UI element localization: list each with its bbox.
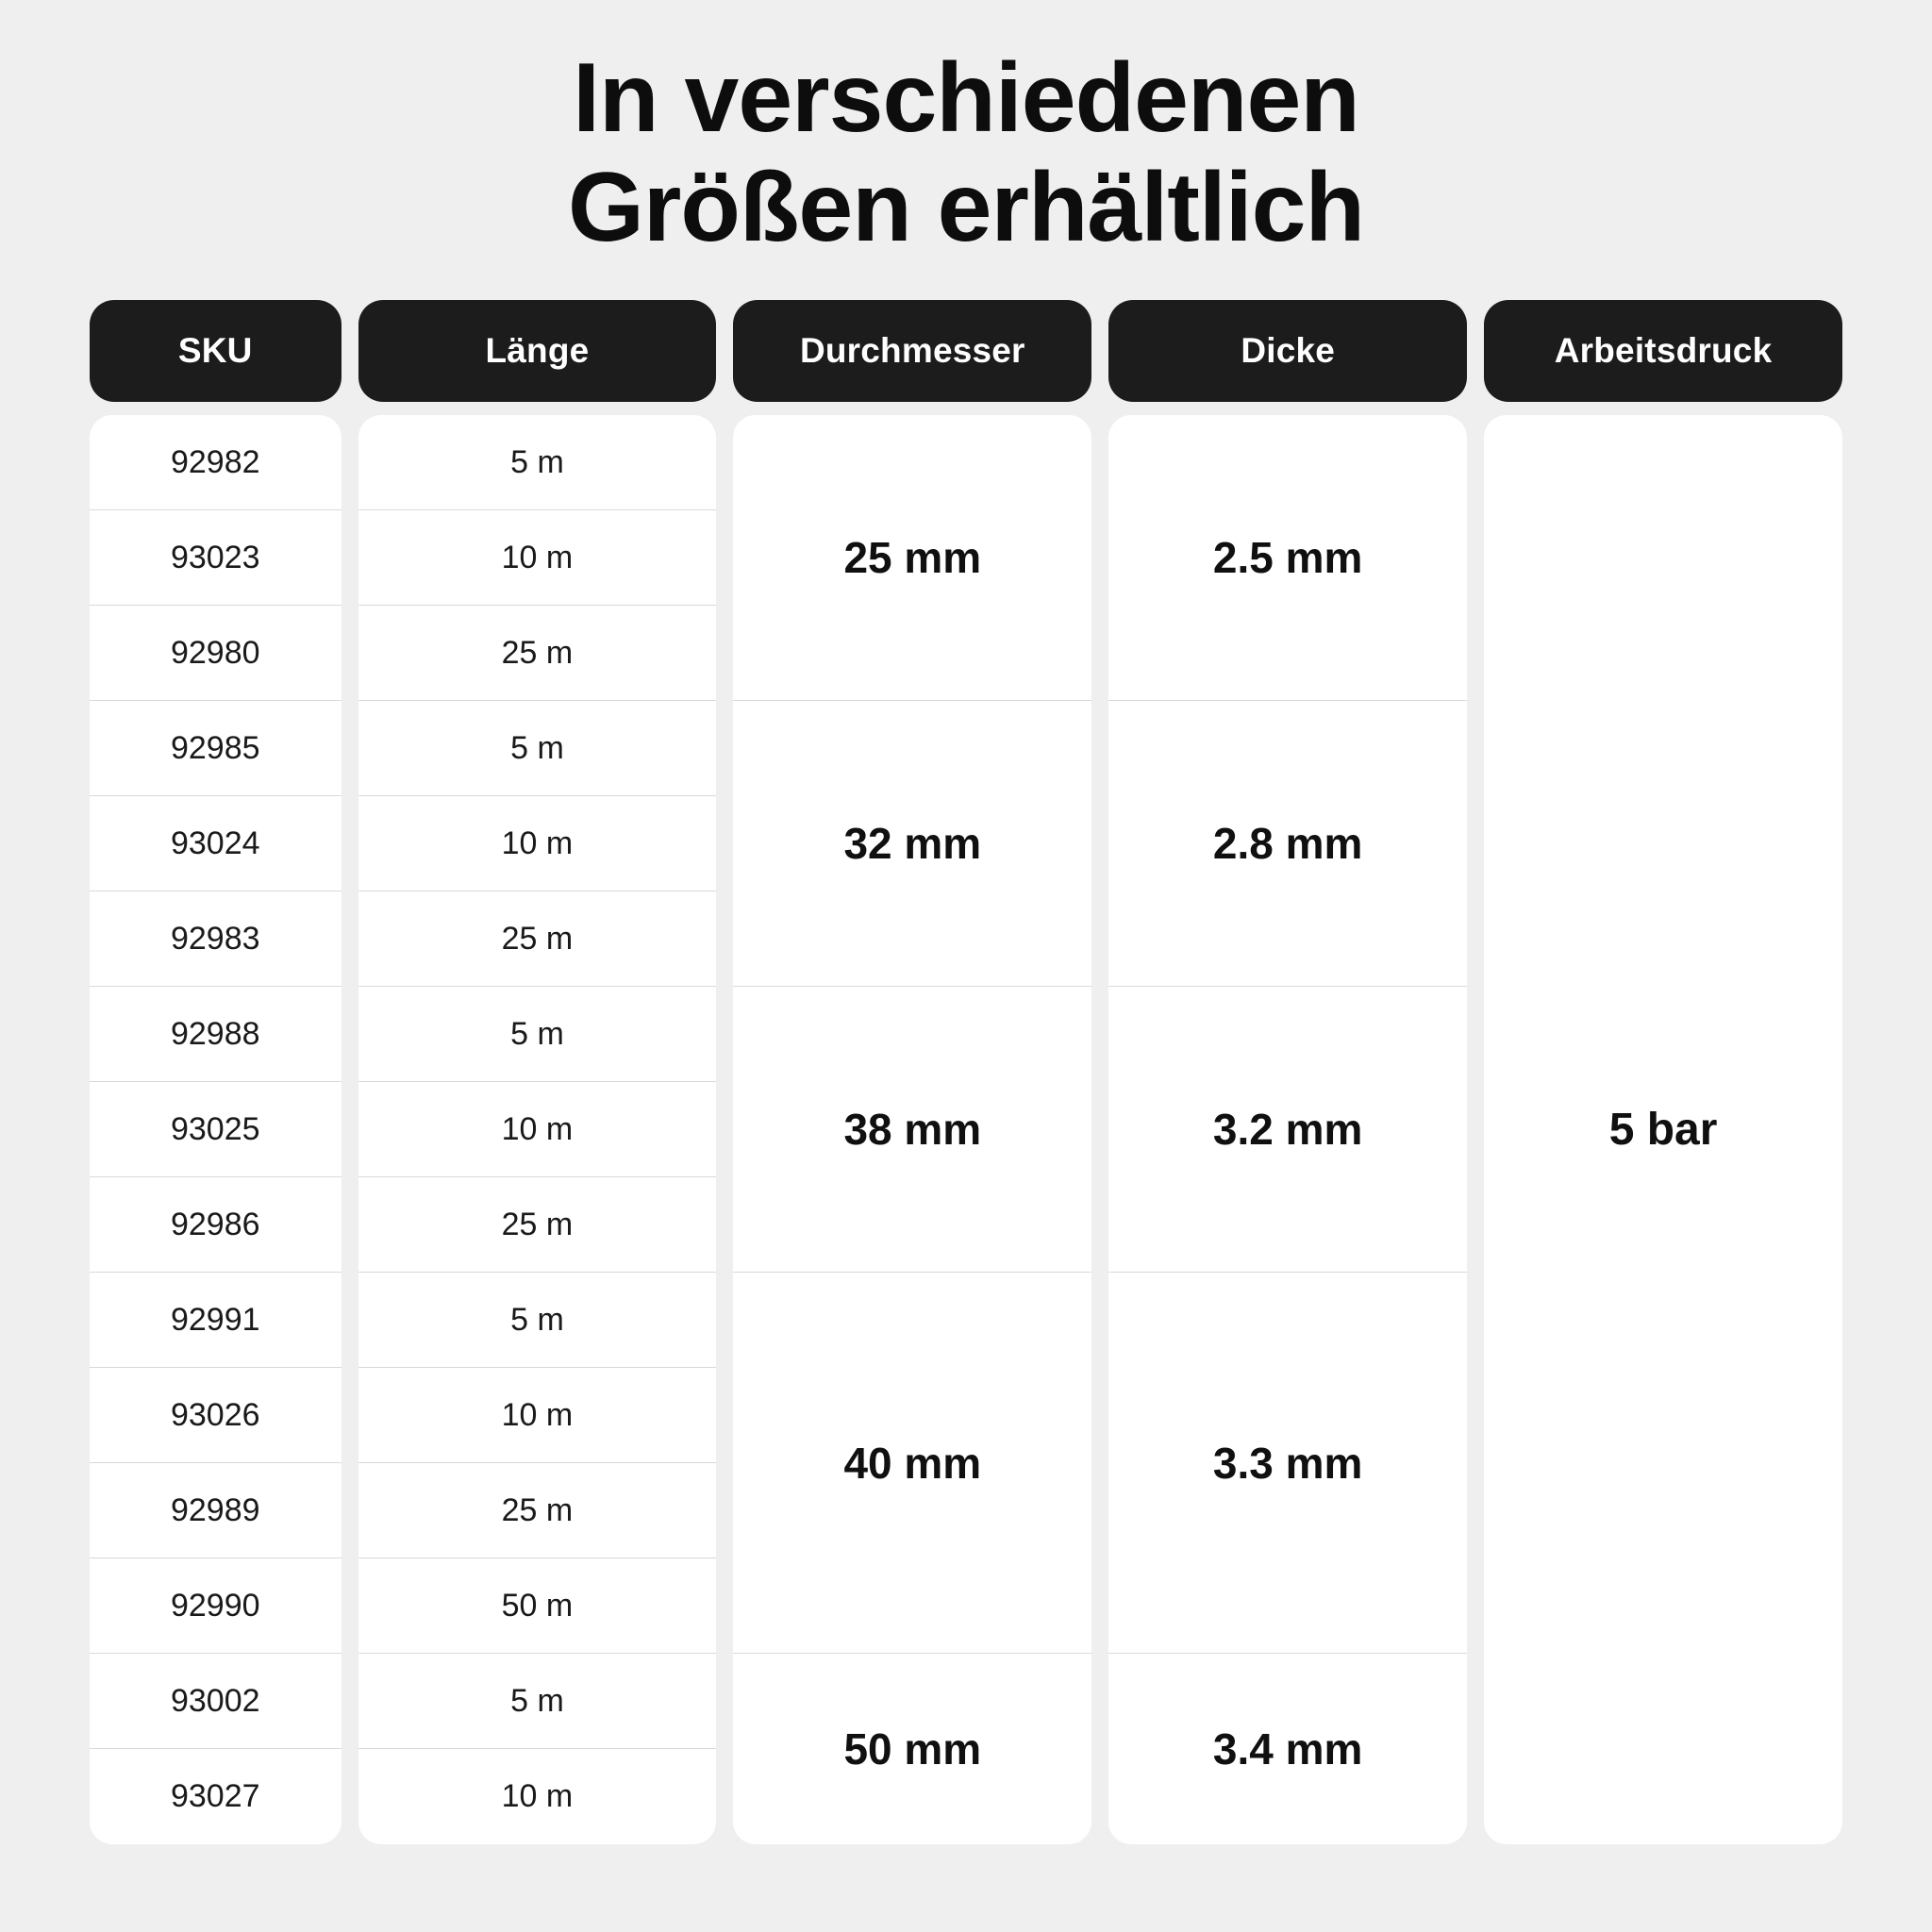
column-durchmesser [733, 300, 1091, 1844]
table-cell-laenge: 10 m [358, 796, 717, 891]
table-cell-sku: 92982 [90, 415, 341, 510]
table-cell-laenge: 25 m [358, 1177, 717, 1273]
table-cell-durchmesser: 40 mm [733, 1273, 1091, 1654]
table-cell-sku: 92991 [90, 1273, 341, 1368]
column-laenge [358, 300, 717, 1844]
column-header-laenge: Länge [358, 300, 717, 402]
table-cell-dicke: 3.4 mm [1212, 1724, 1363, 1774]
column-body-durchmesser [733, 415, 1091, 1844]
table-cell-sku: 92988 [90, 987, 341, 1082]
table-cell-laenge: 25 m [358, 606, 717, 701]
table-cell-laenge: 5 m [358, 987, 717, 1082]
table-cell-laenge: 25 m [358, 1463, 717, 1558]
table-cell-laenge: 10 m [358, 1368, 717, 1463]
table-cell-laenge: 25 m [358, 891, 717, 987]
column-body-arbeitsdruck [1484, 415, 1842, 1844]
table-cell-sku: 93025 [90, 1082, 341, 1177]
table-cell-dicke: 2.5 mm [1108, 415, 1467, 701]
page-title [0, 0, 1932, 263]
table-cell-sku: 92980 [90, 606, 341, 701]
table-cell-durchmesser: 32 mm [733, 701, 1091, 987]
table-cell-laenge: 5 m [358, 1654, 717, 1749]
column-header-dicke: Dicke [1108, 300, 1467, 402]
column-header-arbeitsdruck: Arbeitsdruck [1484, 300, 1842, 402]
table-cell-dicke: 2.8 mm [1108, 701, 1467, 987]
column-dicke [1108, 300, 1467, 1844]
table-cell-sku: 92985 [90, 701, 341, 796]
column-sku [90, 300, 341, 1844]
table-cell-laenge: 50 m [358, 1558, 717, 1654]
table-cell-dicke: 3.2 mm [1108, 987, 1467, 1273]
table-cell-durchmesser: 25 mm [733, 415, 1091, 701]
specs-table [90, 300, 1842, 1844]
table-cell-laenge: 10 m [358, 510, 717, 606]
table-cell-arbeitsdruck: 5 bar [1608, 1105, 1718, 1155]
column-arbeitsdruck [1484, 300, 1842, 1844]
table-cell-sku: 92986 [90, 1177, 341, 1273]
table-cell-sku: 93024 [90, 796, 341, 891]
page-title-line-2: Größen erhältlich [567, 153, 1365, 263]
column-body-sku [90, 415, 341, 1844]
table-cell-laenge: 10 m [501, 1778, 574, 1814]
table-cell-laenge: 5 m [358, 701, 717, 796]
page-title-line-1: In verschiedenen [573, 43, 1359, 153]
table-cell-durchmesser: 38 mm [733, 987, 1091, 1273]
table-cell-sku: 93027 [170, 1778, 260, 1814]
table-cell-sku: 93023 [90, 510, 341, 606]
column-header-sku: SKU [90, 300, 341, 402]
table-cell-laenge: 5 m [358, 415, 717, 510]
table-cell-dicke: 3.3 mm [1108, 1273, 1467, 1654]
table-cell-laenge: 10 m [358, 1082, 717, 1177]
table-cell-durchmesser: 50 mm [843, 1724, 982, 1774]
column-body-laenge [358, 415, 717, 1844]
column-header-durchmesser: Durchmesser [733, 300, 1091, 402]
table-cell-sku: 93002 [90, 1654, 341, 1749]
table-cell-sku: 92989 [90, 1463, 341, 1558]
table-cell-sku: 93026 [90, 1368, 341, 1463]
column-body-dicke [1108, 415, 1467, 1844]
table-cell-sku: 92990 [90, 1558, 341, 1654]
table-cell-sku: 92983 [90, 891, 341, 987]
table-cell-laenge: 5 m [358, 1273, 717, 1368]
